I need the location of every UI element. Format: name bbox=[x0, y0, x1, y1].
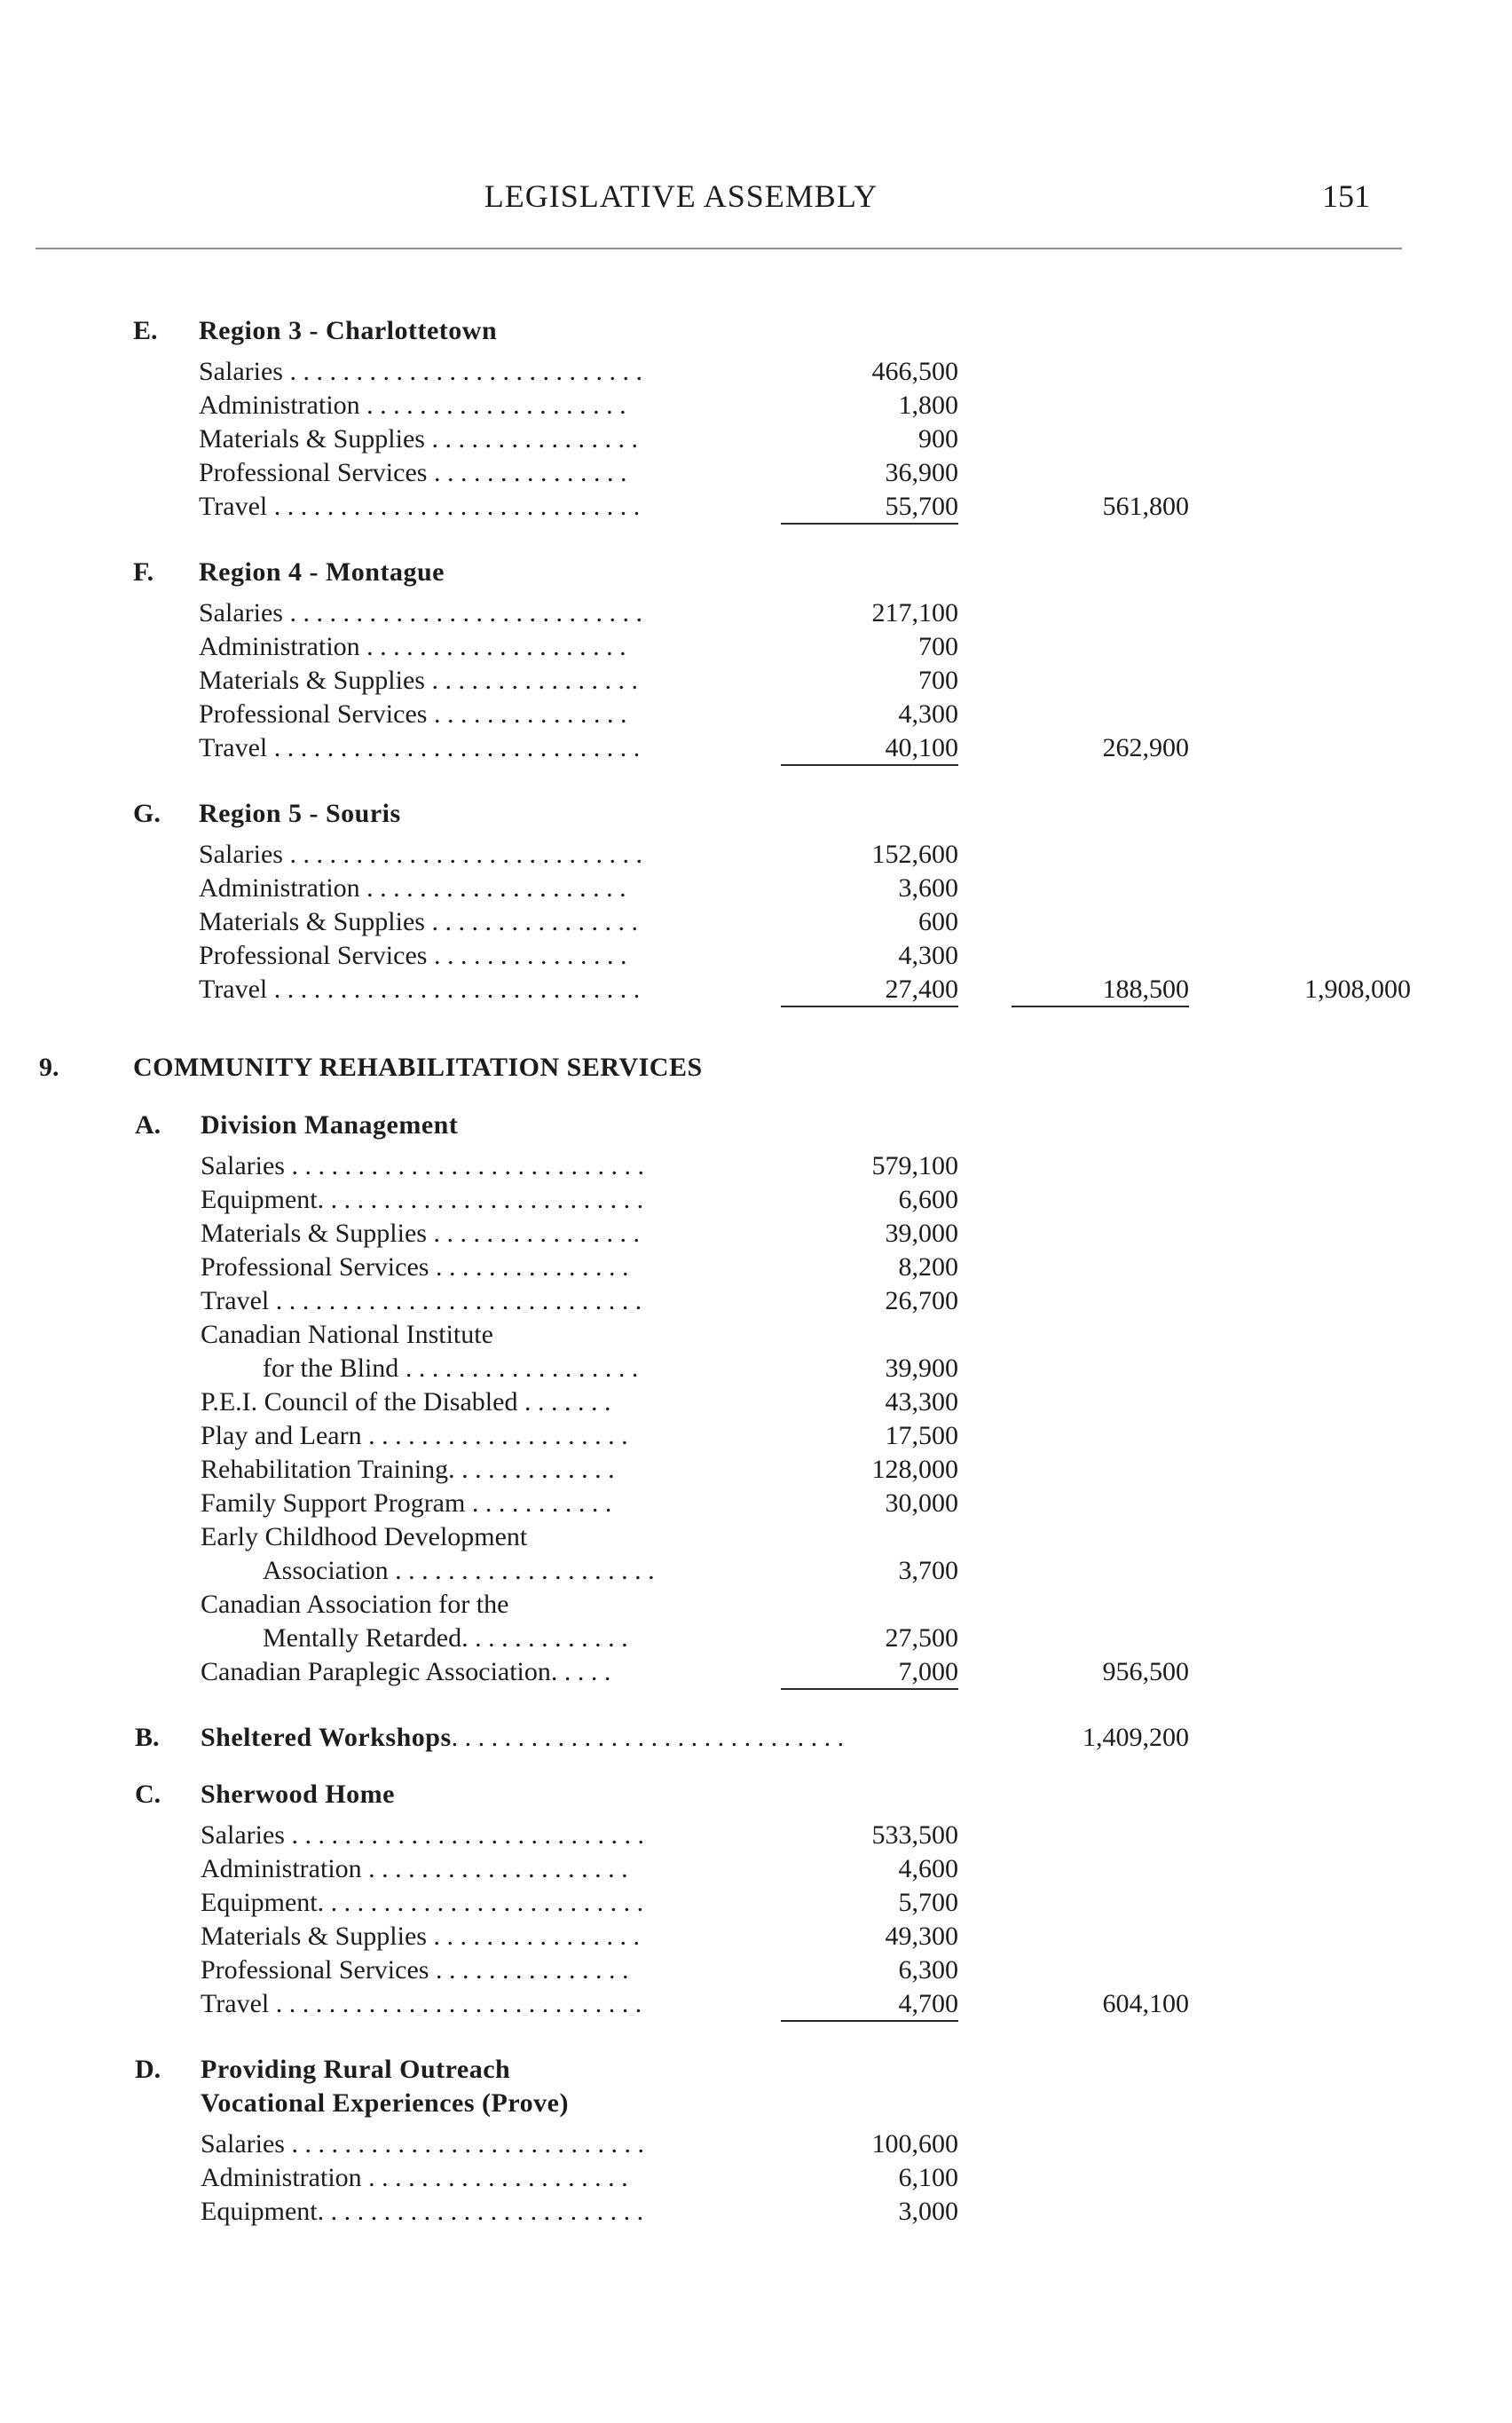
line-item bbox=[201, 1656, 610, 1688]
line-amount: 39,900 bbox=[885, 1354, 958, 1383]
line-item bbox=[201, 1521, 527, 1553]
leader-dots: . . . . . bbox=[550, 1657, 611, 1686]
leader-dots: . . . . . . . . . . . . . . . . . . . . bbox=[388, 1556, 655, 1585]
line-item bbox=[201, 1722, 844, 1754]
line-item bbox=[201, 1988, 642, 2020]
line-label: Salaries bbox=[199, 840, 283, 869]
line-item bbox=[199, 631, 626, 663]
section-letter: B. bbox=[135, 1723, 160, 1752]
line-label: Travel bbox=[201, 1286, 270, 1315]
line-label: Association bbox=[263, 1556, 389, 1585]
leader-dots: . . . . . . . . . . . . . . . . . . . . bbox=[361, 1421, 628, 1450]
line-label: Professional Services bbox=[199, 458, 428, 487]
leader-dots: . . . . . . . . . . . . . . . bbox=[427, 941, 627, 970]
line-label: Administration bbox=[201, 2163, 362, 2192]
line-amount: 579,100 bbox=[871, 1151, 958, 1180]
section-title-continued: Vocational Experiences (Prove) bbox=[201, 2088, 569, 2118]
line-item bbox=[201, 1319, 493, 1351]
leader-dots: . . . . . . . . . . . . . . . . . . . . . . . . . . . . bbox=[267, 492, 641, 521]
line-item bbox=[201, 2128, 644, 2160]
line-label: Equipment bbox=[201, 2197, 318, 2226]
line-amount: 3,000 bbox=[898, 2197, 958, 2226]
leader-dots: . . . . . . . . . . . . . . . . bbox=[426, 1922, 640, 1951]
page-number: 151 bbox=[1322, 178, 1370, 214]
line-amount: 8,200 bbox=[898, 1252, 958, 1282]
section-title: Region 5 - Souris bbox=[199, 799, 401, 828]
line-amount: 6,300 bbox=[898, 1955, 958, 1985]
line-amount: 128,000 bbox=[871, 1455, 958, 1484]
line-label: Mentally Retarded bbox=[263, 1623, 462, 1653]
line-amount: 39,000 bbox=[885, 1219, 958, 1248]
line-amount: 600 bbox=[918, 907, 958, 936]
line-label: Materials & Supplies bbox=[199, 424, 425, 454]
leader-dots: . . . . . . . . . . . . . . . . bbox=[424, 424, 638, 454]
line-amount: 30,000 bbox=[885, 1488, 958, 1518]
line-label: Administration bbox=[199, 873, 360, 903]
line-amount: 4,300 bbox=[898, 699, 958, 729]
leader-dots: . . . . . . . . . . . . . . . . . . . . . . . . . . . . bbox=[267, 733, 641, 762]
line-label: Travel bbox=[199, 975, 268, 1004]
line-label: Administration bbox=[199, 632, 360, 661]
line-amount: 3,700 bbox=[898, 1556, 958, 1585]
leader-dots: . . . . . . . . . . . . . . . . . . . . bbox=[361, 2163, 628, 2192]
section-letter: G. bbox=[133, 799, 161, 828]
line-label: Early Childhood Development bbox=[201, 1522, 528, 1551]
leader-dots: . . . . . . . . . . . . . . . . . . . . . . . . . bbox=[317, 1888, 644, 1917]
leader-dots: . . . . . . . . . . . . . . . . . . . . . . . . . . . . . . bbox=[451, 1723, 845, 1752]
line-amount: 6,100 bbox=[898, 2163, 958, 2192]
line-label: Canadian National Institute bbox=[201, 1320, 493, 1349]
line-item bbox=[201, 1488, 611, 1519]
leader-dots: . . . . . . . . . . . . . . . . . . . . . . . . . . . . bbox=[269, 1989, 642, 2018]
leader-dots: . . . . . . . . . . . . . . . . bbox=[426, 1219, 640, 1248]
line-label: Rehabilitation Training bbox=[201, 1455, 449, 1484]
leader-dots: . . . . . . . bbox=[517, 1387, 611, 1417]
line-item bbox=[263, 1622, 628, 1654]
line-label: Materials & Supplies bbox=[201, 1922, 427, 1951]
leader-dots: . . . . . . . . . . . . . bbox=[461, 1623, 628, 1653]
line-item bbox=[201, 1150, 644, 1182]
leader-dots: . . . . . . . . . . . . . . . . . . . . bbox=[359, 391, 626, 420]
line-amount: 217,100 bbox=[871, 598, 958, 627]
section-subtotal: 561,800 bbox=[1102, 492, 1189, 521]
leader-dots: . . . . . . . . . . . . . . . . . . . . bbox=[361, 1854, 628, 1883]
section-subtotal: 604,100 bbox=[1102, 1989, 1189, 2018]
line-amount: 1,800 bbox=[898, 391, 958, 420]
leader-dots: . . . . . . . . . . . . . . . . . . . . . . . . . bbox=[317, 2197, 644, 2226]
line-item bbox=[199, 491, 640, 523]
section-title: Region 4 - Montague bbox=[199, 557, 445, 587]
line-item bbox=[199, 940, 626, 972]
line-item bbox=[199, 732, 640, 764]
line-label: Play and Learn bbox=[201, 1421, 362, 1450]
line-label: Professional Services bbox=[199, 941, 428, 970]
line-label: Salaries bbox=[201, 1820, 285, 1850]
line-label: Administration bbox=[201, 1854, 362, 1883]
leader-dots: . . . . . . . . . . . . . . . bbox=[429, 1955, 629, 1985]
section-subtotal: 956,500 bbox=[1102, 1657, 1189, 1686]
line-item bbox=[263, 1353, 638, 1385]
line-amount: 55,700 bbox=[781, 491, 958, 525]
leader-dots: . . . . . . . . . . . . . . . bbox=[427, 458, 627, 487]
line-item bbox=[201, 1285, 642, 1317]
leader-dots: . . . . . . . . . . . . . . . . . . . . . . . . . bbox=[317, 1185, 644, 1214]
line-item bbox=[201, 1954, 628, 1986]
section-subtotal: 262,900 bbox=[1102, 733, 1189, 762]
line-amount: 40,100 bbox=[781, 732, 958, 766]
line-label: for the Blind bbox=[263, 1354, 399, 1383]
line-item bbox=[199, 423, 638, 455]
line-amount: 43,300 bbox=[885, 1387, 958, 1417]
leader-dots: . . . . . . . . . . . . . . . . . . . . . . . . . . . bbox=[284, 1151, 644, 1180]
line-item bbox=[201, 1184, 643, 1216]
line-amount: 700 bbox=[918, 666, 958, 695]
line-item bbox=[199, 597, 642, 629]
line-label: Equipment bbox=[201, 1888, 318, 1917]
line-label: P.E.I. Council of the Disabled bbox=[201, 1387, 518, 1417]
line-label: Professional Services bbox=[201, 1955, 429, 1985]
line-item bbox=[199, 839, 642, 871]
section-letter: A. bbox=[135, 1110, 161, 1140]
leader-dots: . . . . . . . . . . . . . . . . bbox=[424, 907, 638, 936]
line-amount: 100,600 bbox=[871, 2129, 958, 2159]
section-title: Providing Rural Outreach bbox=[201, 2055, 511, 2084]
line-label: Canadian Association for the bbox=[201, 1590, 509, 1619]
line-item bbox=[199, 698, 626, 730]
line-item bbox=[201, 1420, 628, 1452]
leader-dots: . . . . . . . . . . . . . . . . . . . . . . . . . . . bbox=[284, 1820, 644, 1850]
leader-dots: . . . . . . . . . . . . . . . . . . . . . . . . . . . . bbox=[269, 1286, 642, 1315]
line-item bbox=[201, 1454, 615, 1486]
page-header-title: LEGISLATIVE ASSEMBLY bbox=[484, 178, 878, 214]
division-title: COMMUNITY REHABILITATION SERVICES bbox=[133, 1053, 703, 1082]
section-title: Division Management bbox=[201, 1110, 459, 1140]
line-amount: 900 bbox=[918, 424, 958, 454]
division-total: 1,908,000 bbox=[1304, 975, 1411, 1004]
line-label: Salaries bbox=[201, 2129, 285, 2159]
line-amount: 5,700 bbox=[898, 1888, 958, 1917]
line-label: Travel bbox=[199, 733, 268, 762]
line-amount: 6,600 bbox=[898, 1185, 958, 1214]
line-item bbox=[201, 1251, 628, 1283]
line-item bbox=[201, 1853, 628, 1885]
line-amount: 26,700 bbox=[885, 1286, 958, 1315]
line-amount: 27,400 bbox=[781, 974, 958, 1007]
section-subtotal: 188,500 bbox=[1012, 974, 1189, 1007]
line-item bbox=[201, 1819, 644, 1851]
leader-dots: . . . . . . . . . . . . . . . bbox=[427, 699, 627, 729]
leader-dots: . . . . . . . . . . . bbox=[465, 1488, 612, 1518]
section-title: Region 3 - Charlottetown bbox=[199, 316, 498, 345]
section-letter: F. bbox=[133, 557, 154, 587]
leader-dots: . . . . . . . . . . . . . . . . . . . . . . . . . . . . bbox=[267, 975, 641, 1004]
line-item bbox=[201, 1921, 640, 1953]
line-label: Materials & Supplies bbox=[201, 1219, 427, 1248]
section-subtotal: 1,409,200 bbox=[1083, 1723, 1189, 1752]
line-item bbox=[201, 1386, 610, 1418]
leader-dots: . . . . . . . . . . . . . . . . . . . . . . . . . . . bbox=[282, 598, 642, 627]
line-label: Family Support Program bbox=[201, 1488, 466, 1518]
line-amount: 17,500 bbox=[885, 1421, 958, 1450]
leader-dots: . . . . . . . . . . . . . . . . . . . . . . . . . . . bbox=[284, 2129, 644, 2159]
line-amount: 152,600 bbox=[871, 840, 958, 869]
line-amount: 49,300 bbox=[885, 1922, 958, 1951]
section-title: Sherwood Home bbox=[201, 1780, 395, 1809]
leader-dots: . . . . . . . . . . . . . . . . . . . . bbox=[359, 632, 626, 661]
line-label: Equipment bbox=[201, 1185, 318, 1214]
line-item bbox=[201, 1589, 508, 1621]
leader-dots: . . . . . . . . . . . . . . . . . . . . . . . . . . . bbox=[282, 840, 642, 869]
line-item bbox=[199, 665, 638, 697]
line-label: Travel bbox=[201, 1989, 270, 2018]
section-letter: E. bbox=[133, 316, 158, 345]
leader-dots: . . . . . . . . . . . . . bbox=[448, 1455, 615, 1484]
line-item bbox=[201, 2162, 628, 2194]
line-amount: 466,500 bbox=[871, 357, 958, 386]
line-label: Professional Services bbox=[199, 699, 428, 729]
line-item bbox=[201, 2196, 643, 2228]
line-item bbox=[201, 1887, 643, 1919]
line-amount: 700 bbox=[918, 632, 958, 661]
line-item bbox=[199, 906, 638, 938]
line-amount: 7,000 bbox=[781, 1656, 958, 1690]
line-label: Materials & Supplies bbox=[199, 666, 425, 695]
leader-dots: . . . . . . . . . . . . . . . . . . bbox=[398, 1354, 639, 1383]
line-item bbox=[199, 457, 626, 489]
leader-dots: . . . . . . . . . . . . . . . . bbox=[424, 666, 638, 695]
line-label: Canadian Paraplegic Association bbox=[201, 1657, 551, 1686]
line-label: Materials & Supplies bbox=[199, 907, 425, 936]
leader-dots: . . . . . . . . . . . . . . . . . . . . bbox=[359, 873, 626, 903]
line-label: Professional Services bbox=[201, 1252, 429, 1282]
line-amount: 533,500 bbox=[871, 1820, 958, 1850]
line-item bbox=[263, 1555, 655, 1587]
line-label: Salaries bbox=[199, 598, 283, 627]
leader-dots: . . . . . . . . . . . . . . . . . . . . . . . . . . . bbox=[282, 357, 642, 386]
section-letter: D. bbox=[135, 2055, 161, 2084]
line-item bbox=[199, 872, 626, 904]
line-item bbox=[199, 356, 642, 388]
division-number: 9. bbox=[39, 1053, 59, 1082]
line-label: Travel bbox=[199, 492, 268, 521]
line-item bbox=[199, 390, 626, 422]
line-amount: 4,600 bbox=[898, 1854, 958, 1883]
line-label: Salaries bbox=[201, 1151, 285, 1180]
line-label: Salaries bbox=[199, 357, 283, 386]
line-item bbox=[199, 974, 640, 1006]
line-item bbox=[201, 1218, 640, 1250]
line-amount: 4,300 bbox=[898, 941, 958, 970]
line-label: Administration bbox=[199, 391, 360, 420]
line-amount: 3,600 bbox=[898, 873, 958, 903]
section-title: Sheltered Workshops bbox=[201, 1723, 452, 1752]
line-amount: 4,700 bbox=[781, 1988, 958, 2022]
line-amount: 36,900 bbox=[885, 458, 958, 487]
section-letter: C. bbox=[135, 1780, 161, 1809]
leader-dots: . . . . . . . . . . . . . . . bbox=[429, 1252, 629, 1282]
line-amount: 27,500 bbox=[885, 1623, 958, 1653]
